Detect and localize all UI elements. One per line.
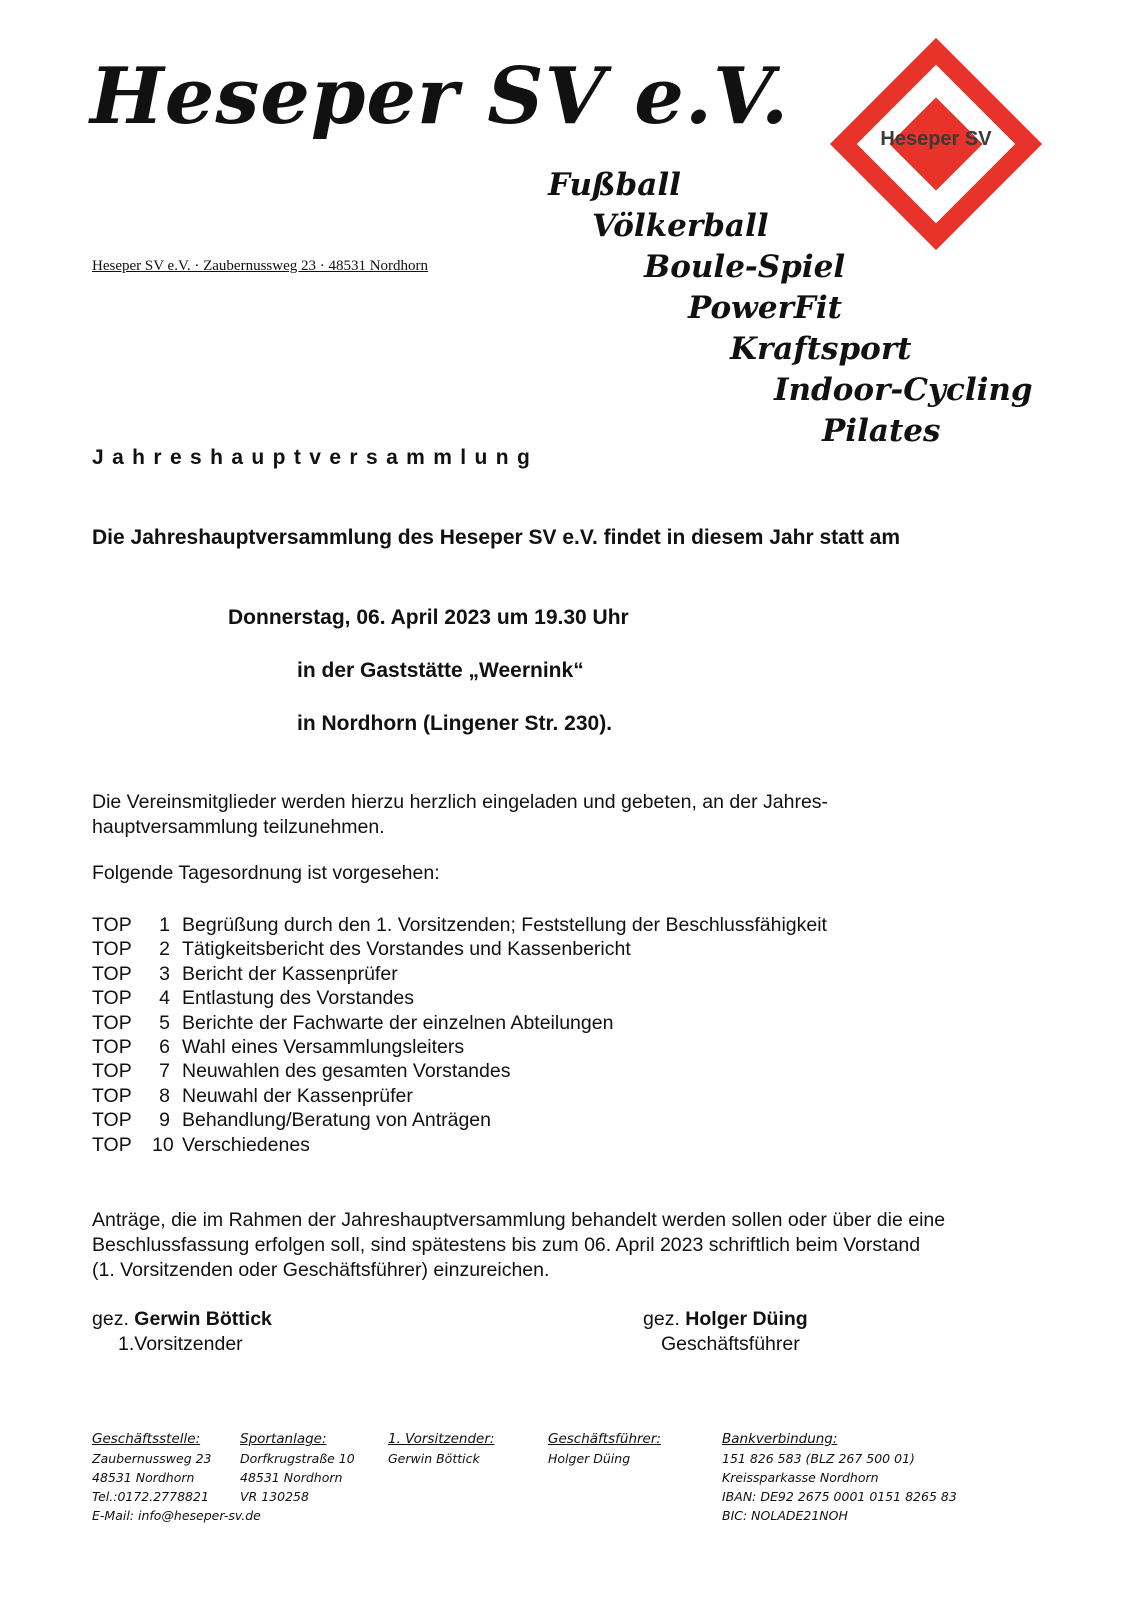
- invite-line: hauptversammlung teilzunehmen.: [92, 816, 385, 838]
- signature-right: [643, 1308, 808, 1331]
- agenda-item: [92, 937, 827, 961]
- footer-line: Dorfkrugstraße 10: [240, 1451, 355, 1466]
- signature-name: Holger Düing: [685, 1308, 808, 1330]
- agenda-number: 7: [159, 1060, 170, 1083]
- footer-line: VR 130258: [240, 1489, 309, 1504]
- signature-left: [92, 1308, 272, 1331]
- intro-line: Die Jahreshauptversammlung des Heseper SV e.V. findet in diesem Jahr statt am: [92, 526, 901, 549]
- agenda-number: 6: [159, 1036, 170, 1059]
- footer-line: Kreissparkasse Nordhorn: [722, 1470, 879, 1485]
- footer-line: IBAN: DE92 2675 0001 0151 8265 83: [722, 1489, 957, 1504]
- footer-email: E-Mail: info@heseper-sv.de: [92, 1508, 261, 1523]
- sport-item: Fußball: [548, 167, 681, 203]
- agenda-label: TOP: [92, 1109, 132, 1132]
- signature-name: Gerwin Böttick: [134, 1308, 272, 1330]
- sport-item: Kraftsport: [730, 331, 912, 367]
- signature-left-role: 1.Vorsitzender: [118, 1333, 243, 1355]
- agenda-text: Bericht der Kassenprüfer: [182, 962, 398, 985]
- agenda-number: 8: [159, 1084, 170, 1107]
- footer-heading: 1. Vorsitzender:: [388, 1431, 495, 1447]
- invite-line: Die Vereinsmitglieder werden hierzu herzlich eingeladen und gebeten, an der Jahres-: [92, 791, 829, 813]
- footer-line: BIC: NOLADE21NOH: [722, 1508, 848, 1523]
- place-line: in Nordhorn (Lingener Str. 230).: [297, 712, 613, 735]
- agenda-text: Entlastung des Vorstandes: [182, 987, 414, 1010]
- footer-heading: Geschäftsstelle:: [92, 1431, 201, 1447]
- agenda-text: Berichte der Fachwarte der einzelnen Abteilungen: [182, 1011, 614, 1034]
- agenda-text: Tätigkeitsbericht des Vorstandes und Kassenbericht: [182, 938, 631, 961]
- agenda-label: TOP: [92, 1036, 132, 1059]
- agenda-item: [92, 1035, 827, 1059]
- footer-line: 48531 Nordhorn: [92, 1470, 195, 1485]
- agenda-item: [92, 1133, 827, 1157]
- sender-address-line: Heseper SV e.V. · Zaubernussweg 23 · 48531 Nordhorn: [92, 258, 429, 274]
- agenda-text: Neuwahlen des gesamten Vorstandes: [182, 1060, 511, 1083]
- footer-line: 151 826 583 (BLZ 267 500 01): [722, 1451, 915, 1466]
- footer-line: Gerwin Böttick: [388, 1451, 480, 1466]
- agenda-item: [92, 962, 827, 986]
- agenda-intro: Folgende Tagesordnung ist vorgesehen:: [92, 862, 440, 884]
- agenda-number: 5: [159, 1011, 170, 1034]
- footer-heading: Bankverbindung:: [722, 1431, 838, 1447]
- agenda-list: [92, 913, 827, 1157]
- agenda-number: 2: [159, 938, 170, 961]
- sport-item: Indoor-Cycling: [774, 372, 1033, 408]
- footer-line: Zaubernussweg 23: [92, 1451, 212, 1466]
- agenda-text: Neuwahl der Kassenprüfer: [182, 1084, 413, 1107]
- logo-text: Heseper SV: [880, 128, 992, 150]
- agenda-label: TOP: [92, 962, 132, 985]
- sport-item: PowerFit: [688, 290, 843, 326]
- agenda-item: [92, 913, 827, 937]
- signature-right-role: Geschäftsführer: [661, 1333, 800, 1355]
- footer-line: 48531 Nordhorn: [240, 1470, 343, 1485]
- agenda-label: TOP: [92, 914, 132, 936]
- agenda-item: [92, 1084, 827, 1108]
- motions-line: (1. Vorsitzenden oder Geschäftsführer) einzureichen.: [92, 1259, 550, 1281]
- agenda-item: [92, 1059, 827, 1083]
- agenda-label: TOP: [92, 987, 132, 1010]
- signature-prefix: gez.: [643, 1308, 680, 1330]
- agenda-text: Verschiedenes: [182, 1133, 310, 1156]
- club-logo: [830, 38, 1042, 250]
- agenda-item: [92, 986, 827, 1010]
- footer-office: [92, 1430, 261, 1525]
- letter-heading: Jahreshauptversammlung: [92, 446, 539, 469]
- agenda-number: 10: [152, 1133, 174, 1156]
- footer-chairman: [388, 1430, 494, 1468]
- footer-manager: [548, 1430, 661, 1468]
- agenda-text: Wahl eines Versammlungsleiters: [182, 1036, 465, 1059]
- agenda-label: TOP: [92, 1133, 132, 1156]
- footer-line: Tel.:0172.2778821: [92, 1489, 209, 1504]
- agenda-number: 3: [159, 962, 170, 985]
- agenda-label: TOP: [92, 1011, 132, 1034]
- agenda-text: Behandlung/Beratung von Anträgen: [182, 1109, 492, 1132]
- sport-item: Boule-Spiel: [644, 249, 846, 285]
- agenda-item: [92, 1011, 827, 1035]
- date-line: Donnerstag, 06. April 2023 um 19.30 Uhr: [228, 606, 629, 629]
- agenda-label: TOP: [92, 1060, 132, 1083]
- footer-heading: Sportanlage:: [240, 1431, 327, 1447]
- club-title: Heseper SV e.V.: [90, 51, 790, 142]
- agenda-number: 9: [159, 1109, 170, 1132]
- signature-prefix: gez.: [92, 1308, 129, 1330]
- agenda-number: 4: [159, 987, 170, 1010]
- footer-sports-ground: [240, 1430, 355, 1506]
- venue-line: in der Gaststätte „Weernink“: [297, 659, 584, 682]
- agenda-item: [92, 1108, 827, 1132]
- motions-line: Beschlussfassung erfolgen soll, sind spätestens bis zum 06. April 2023 schriftlich beim Vorstand: [92, 1234, 921, 1256]
- footer-line: Holger Düing: [548, 1451, 631, 1466]
- agenda-label: TOP: [92, 938, 132, 961]
- sport-item: Völkerball: [592, 208, 769, 244]
- agenda-number: 1: [159, 914, 170, 936]
- footer-heading: Geschäftsführer:: [548, 1431, 661, 1447]
- motions-line: Anträge, die im Rahmen der Jahreshauptversammlung behandelt werden sollen oder über die eine: [92, 1209, 946, 1231]
- invite-text: [92, 790, 828, 840]
- footer-bank: [722, 1430, 957, 1525]
- motions-text: [92, 1208, 945, 1283]
- sport-item: Pilates: [822, 413, 941, 449]
- agenda-text: Begrüßung durch den 1. Vorsitzenden; Feststellung der Beschlussfähigkeit: [182, 914, 827, 936]
- agenda-label: TOP: [92, 1084, 132, 1107]
